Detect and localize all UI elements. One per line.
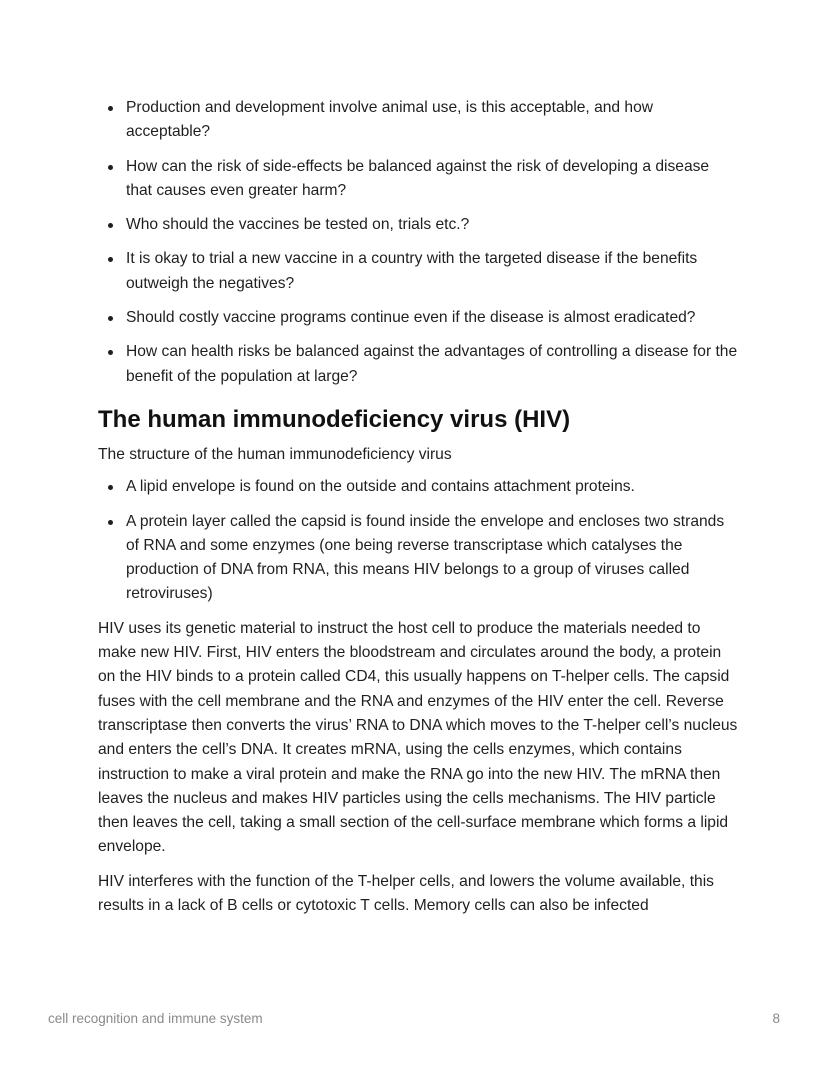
list-item: Who should the vaccines be tested on, trials etc.?	[98, 213, 738, 237]
body-paragraph: HIV uses its genetic material to instruct the host cell to produce the materials needed to make new HIV. First, HIV enters the bloodstream and circulates around the body, a protein on the HIV binds to a protein called CD4, this usually happens on T-helper cells. The capsid fuses with the cell membrane and the RNA and enzymes of the HIV enter the cell. Reverse transcriptase then converts the virus’ RNA to DNA which moves to the T-helper cell’s nucleus and enters the cell’s DNA. It creates mRNA, using the cells enzymes, which contains instruction to make a viral protein and make the RNA go into the new HIV. The mRNA then leaves the nucleus and makes HIV particles using the cells mechanisms. The HIV particle then leaves the cell, taking a small section of the cell-surface membrane which forms a lipid envelope.	[98, 619, 738, 856]
list-item: Should costly vaccine programs continue even if the disease is almost eradicated?	[98, 306, 738, 330]
page-footer	[48, 1011, 780, 1026]
section-heading: The human immunodeficiency virus (HIV)	[98, 405, 571, 433]
list-item: Production and development involve animal use, is this acceptable, and how acceptable?	[98, 96, 738, 145]
list-item: A protein layer called the capsid is found inside the envelope and encloses two strands of RNA and some enzymes (one being reverse transcriptase which catalyses the production of DNA from RNA, this means HIV belongs to a group of viruses called retroviruses)	[98, 510, 738, 607]
list-item: How can the risk of side-effects be balanced against the risk of developing a disease that causes even greater harm?	[98, 155, 738, 204]
list-item: It is okay to trial a new vaccine in a country with the targeted disease if the benefits outweigh the negatives?	[98, 247, 738, 296]
body-paragraph: HIV interferes with the function of the T-helper cells, and lowers the volume available, this results in a lack of B cells or cytotoxic T cells. Memory cells can also be infected	[98, 872, 714, 915]
section-intro: The structure of the human immunodeficiency virus	[98, 445, 452, 463]
page-number: 8	[772, 1011, 780, 1026]
list-item: A lipid envelope is found on the outside and contains attachment proteins.	[98, 475, 738, 499]
ethical-questions-list	[98, 96, 738, 389]
list-item: How can health risks be balanced against the advantages of controlling a disease for the benefit of the population at large?	[98, 340, 738, 389]
page-content	[98, 96, 738, 928]
footer-title: cell recognition and immune system	[48, 1011, 263, 1026]
hiv-structure-list	[98, 475, 738, 606]
